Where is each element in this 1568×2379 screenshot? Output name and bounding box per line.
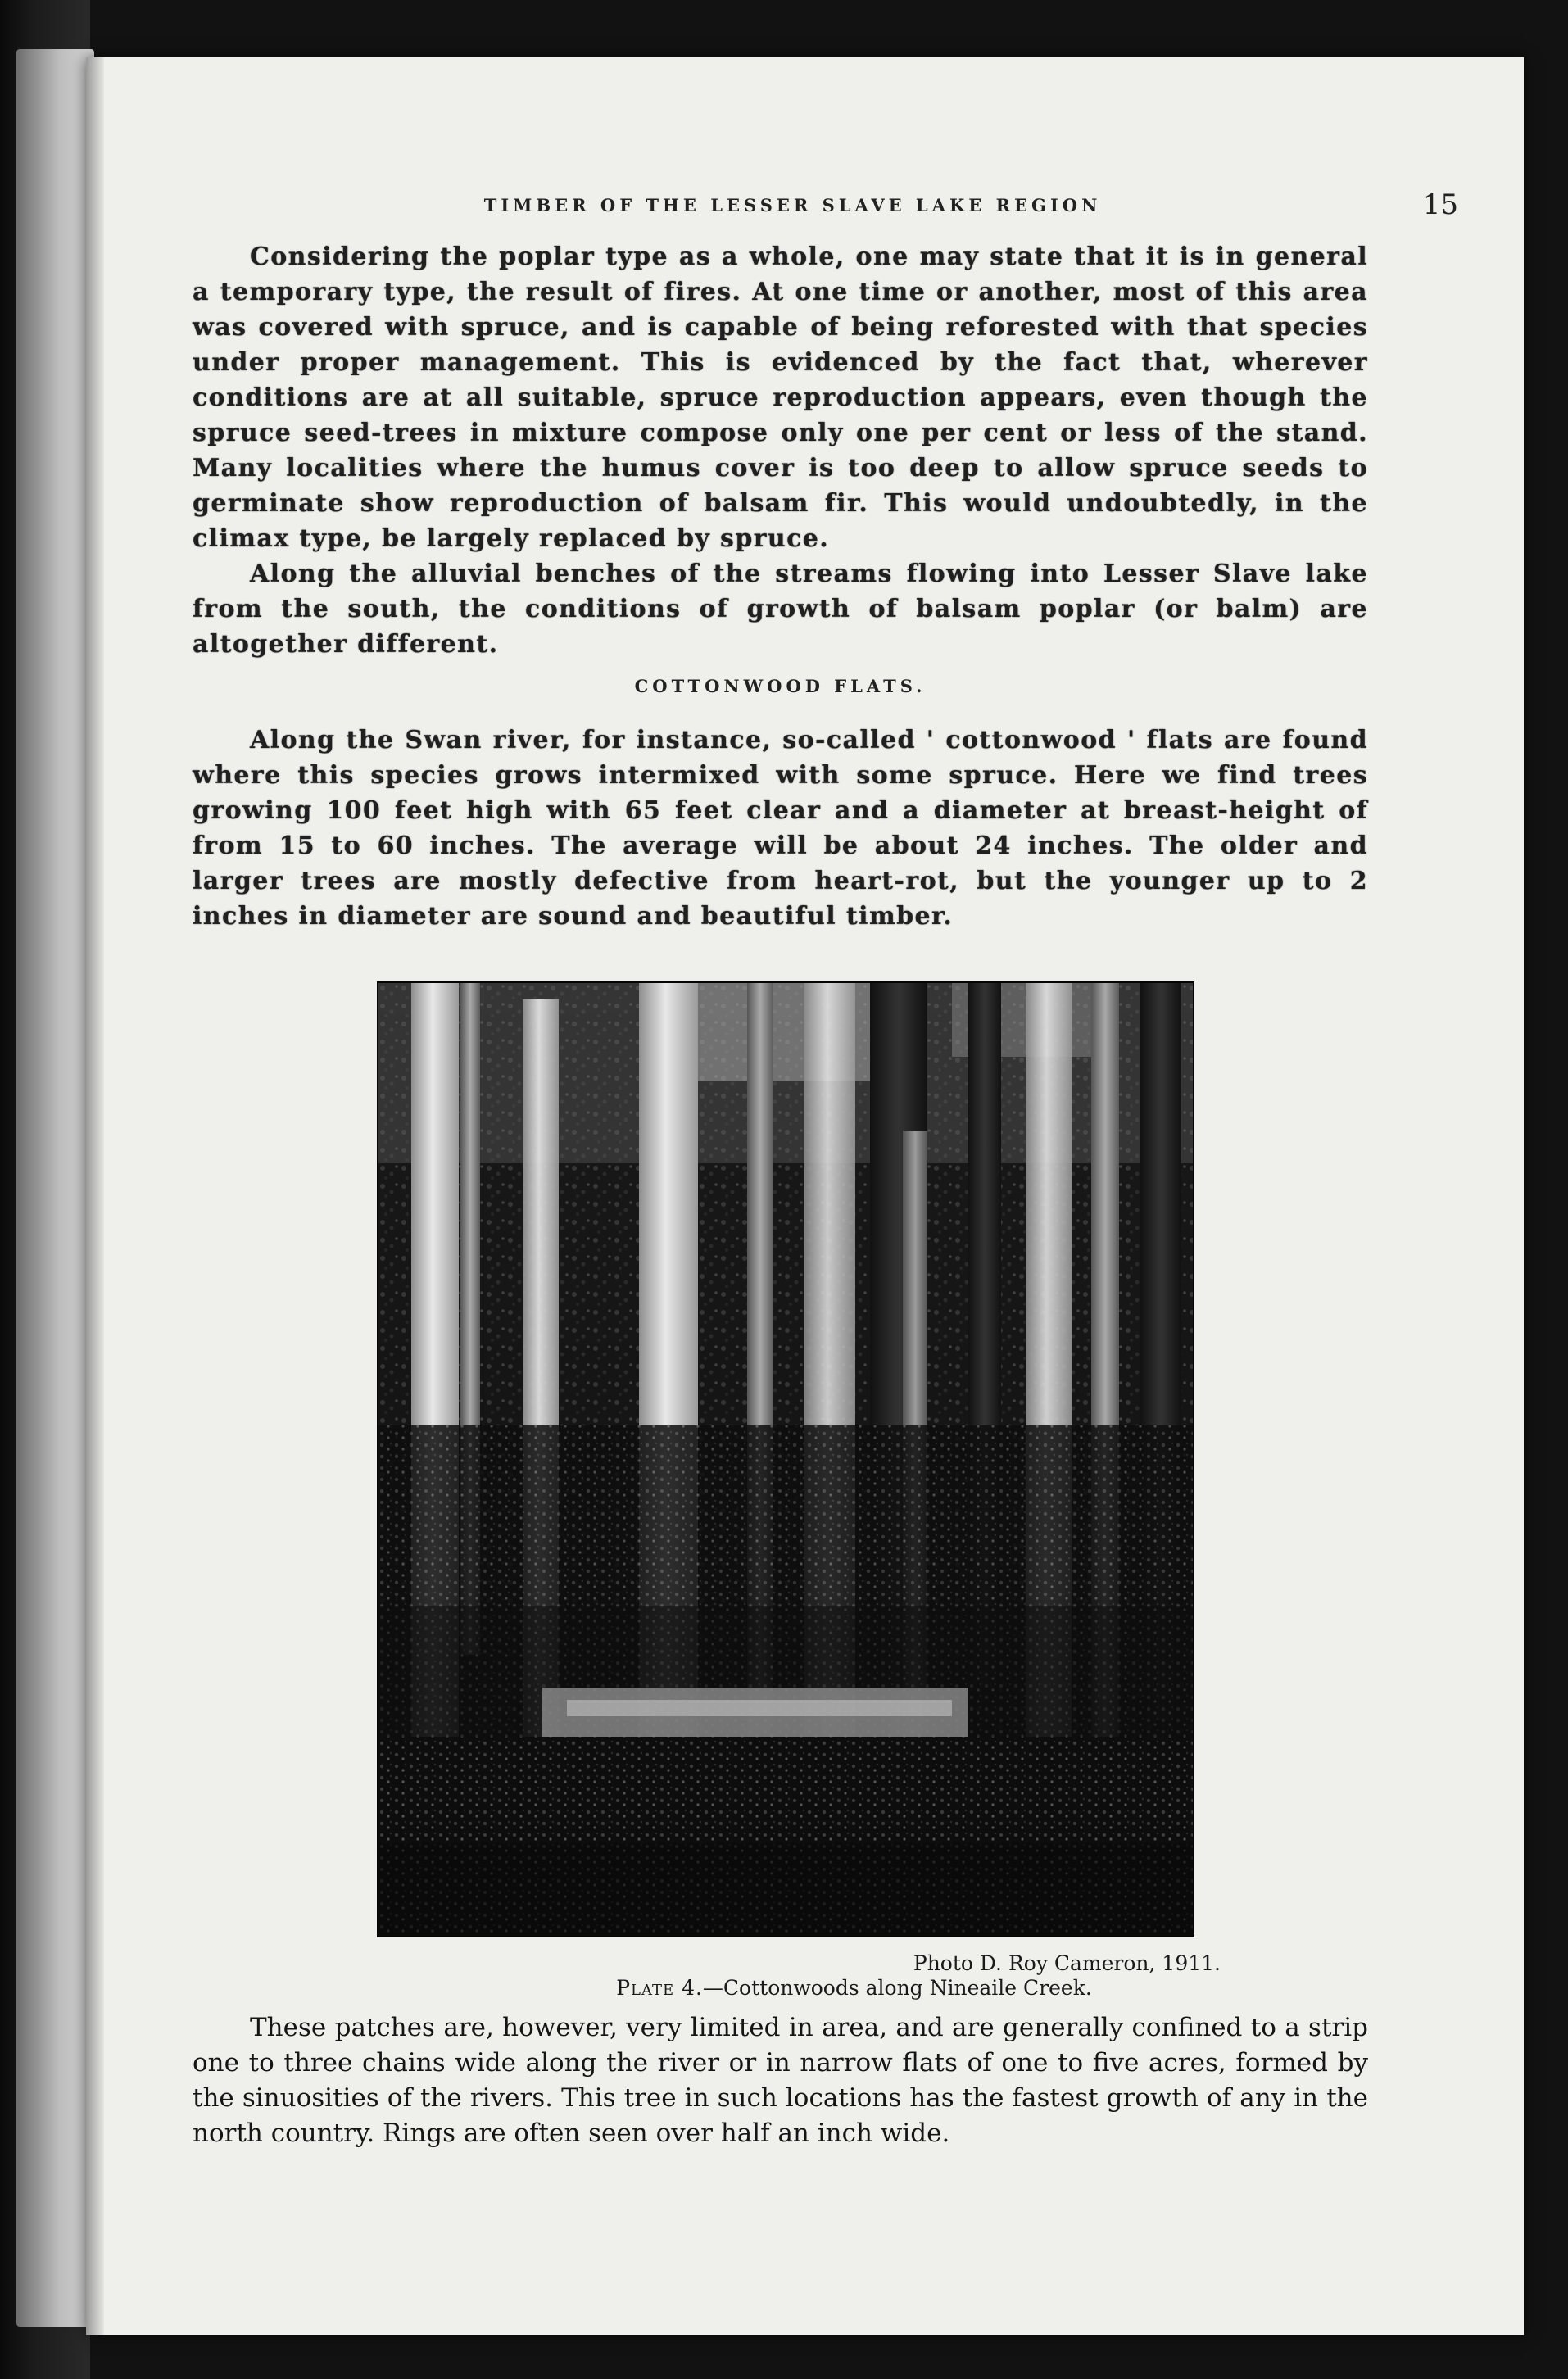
cottonwood-text-block — [193, 723, 1368, 934]
final-text-block — [193, 2010, 1368, 2151]
plate-title: —Cottonwoods along Nineaile Creek. — [702, 1976, 1092, 2000]
paragraph-patches: These patches are, however, very limited in area, and are generally confined to a strip one to three chains wide along the river or in narrow flats of one to five acres, formed by the sinuosities of the rivers. This tree in such locations has the fastest growth of any in the north country. Rings are often seen over half an inch wide. — [193, 2013, 1368, 2148]
plate-photo-cottonwoods — [377, 981, 1194, 1937]
photo-credit: Photo D. Roy Cameron, 1911. — [913, 1951, 1221, 1975]
plate-title-line — [193, 1976, 1368, 2001]
forest-photo-image — [378, 983, 1193, 1936]
photo-caption — [193, 1951, 1368, 2001]
page-number: 15 — [1422, 188, 1458, 221]
previous-page-edge — [16, 49, 94, 2327]
plate-label: Plate 4. — [616, 1976, 703, 2000]
page-gutter-shadow — [86, 57, 104, 2335]
paragraph-alluvial-benches: Along the alluvial benches of the streams flowing into Lesser Slave lake from the south, the conditions of growth of balsam poplar (or balm) are altogether different. — [193, 560, 1368, 659]
running-head: TIMBER OF THE LESSER SLAVE LAKE REGION — [483, 195, 1102, 215]
paragraph-poplar-type: Considering the poplar type as a whole, one may state that it is in general a temporary type, the result of fires. At one time or another, most of this area was covered with spruce, and is capable of being reforested with that species under proper management. This is evidenced by the fact that, wherever conditions are at all suitable, spruce reproduction appears, even though the spruce seed-trees in mixture compose only one per cent or less of the stand. Many localities where the humus cover is too deep to allow spruce seeds to germinate show reproduction of balsam fir. This would undoubtedly, in the climax type, be largely replaced by spruce. — [193, 242, 1368, 553]
top-text-block — [193, 239, 1368, 662]
book-page — [86, 57, 1524, 2335]
paragraph-cottonwood-flats: Along the Swan river, for instance, so-called ' cottonwood ' flats are found where this species grows intermixed with some spruce. Here we find trees growing 100 feet high with 65 feet clear and a diameter at breast-height of from 15 to 60 inches. The average will be about 24 inches. The older and larger trees are mostly defective from heart-rot, but the younger up to 2 inches in diameter are sound and beautiful timber. — [193, 726, 1368, 931]
page-header — [201, 188, 1458, 228]
section-heading: COTTONWOOD FLATS. — [634, 676, 927, 696]
